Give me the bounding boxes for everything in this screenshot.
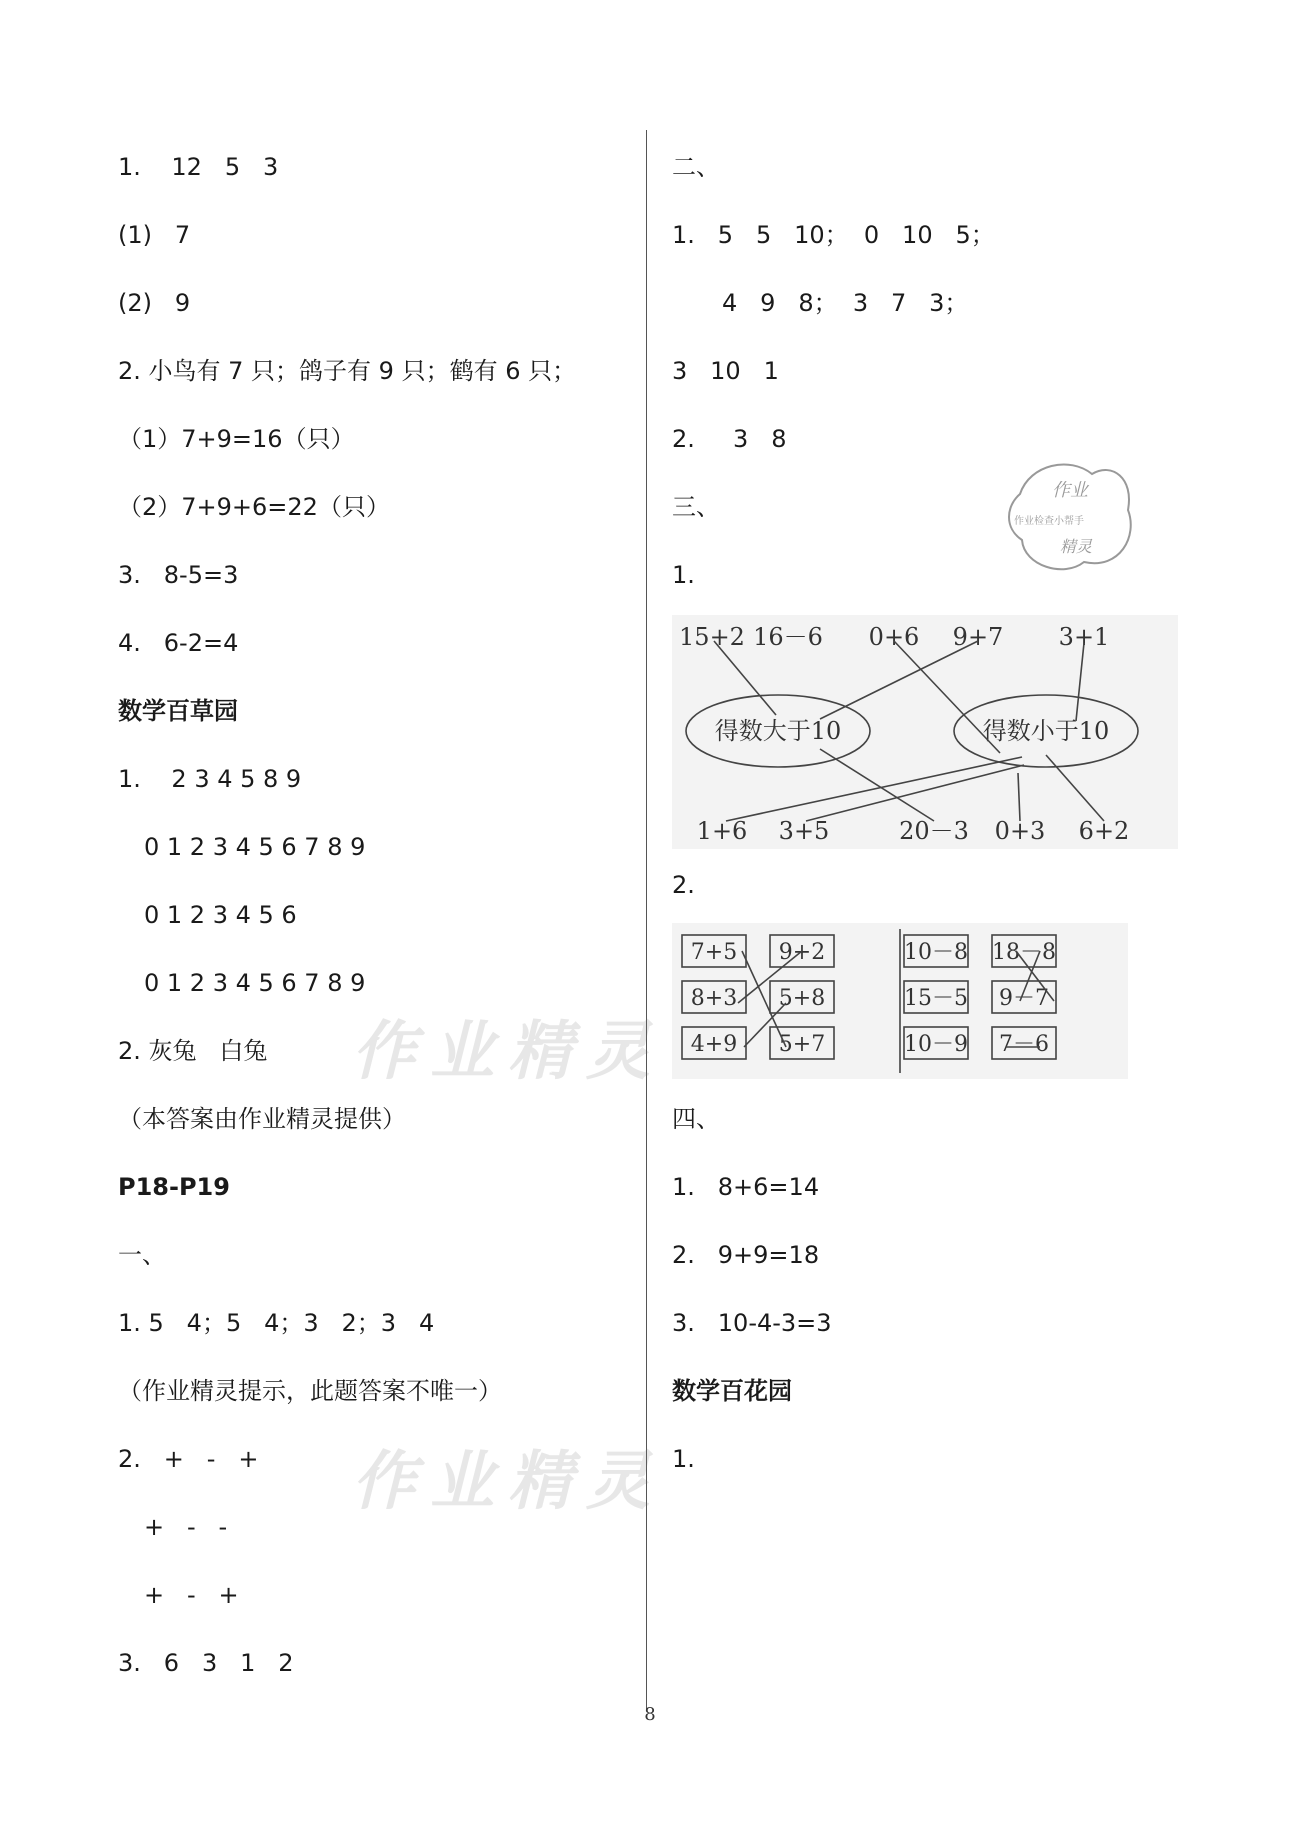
left-lines-line: 一、: [118, 1241, 166, 1269]
box-expression: 15－5: [904, 986, 968, 1011]
right-bottom-line: 四、: [672, 1105, 720, 1133]
ellipse-greater-label: 得数大于10: [714, 717, 842, 745]
left-lines-line: 1. 12 5 3: [118, 153, 279, 181]
matching-diagram-2: [672, 923, 1128, 1079]
left-lines-line: 0 1 2 3 4 5 6: [144, 901, 297, 929]
box-expression: 5+8: [778, 986, 826, 1011]
box-expression: 9+2: [778, 940, 826, 965]
watermark-1: 作业精灵: [352, 1014, 664, 1089]
left-lines-line: 1. 2 3 4 5 8 9: [118, 765, 302, 793]
right-bottom-line: 1.: [672, 1445, 695, 1473]
right-top-line: 2. 3 8: [672, 425, 787, 453]
box-expression: 9－7: [999, 986, 1049, 1011]
top-expression: 15+2: [679, 623, 745, 651]
left-lines-line: （本答案由作业精灵提供）: [118, 1105, 406, 1133]
left-lines-line: （作业精灵提示，此题答案不唯一）: [118, 1377, 502, 1405]
left-lines-line: （2）7+9+6=22（只）: [118, 493, 390, 521]
right-bottom-line: 1. 8+6=14: [672, 1173, 820, 1201]
stamp-top: 作业: [1052, 480, 1088, 501]
ellipse-less-label: 得数小于10: [982, 717, 1110, 745]
right-mid-section: [672, 863, 1272, 931]
left-lines-line: 1. 5 4；5 4；3 2；3 4: [118, 1309, 435, 1337]
top-expression: 16－6: [753, 623, 823, 651]
right-top-line: 二、: [672, 153, 720, 181]
bottom-expression: 3+5: [778, 817, 830, 845]
right-bottom-line: 数学百花园: [672, 1377, 792, 1405]
right-mid-line: 2.: [672, 871, 695, 899]
right-top-section: [672, 145, 1272, 621]
right-bottom-line: 2. 9+9=18: [672, 1241, 820, 1269]
left-lines-line: 4. 6-2=4: [118, 629, 239, 657]
left-lines-line: 0 1 2 3 4 5 6 7 8 9: [144, 833, 366, 861]
right-top-line: 三、: [672, 493, 720, 521]
left-lines-line: 3. 6 3 1 2: [118, 1649, 294, 1677]
bottom-expression: 20－3: [899, 817, 969, 845]
right-top-line: 1. 5 5 10； 0 10 5；: [672, 221, 995, 249]
left-lines-line: 2. 小鸟有 7 只；鸽子有 9 只；鹤有 6 只；: [118, 357, 577, 385]
box-expression: 10－8: [904, 940, 968, 965]
right-column: [672, 145, 1272, 1505]
bottom-expression: 6+2: [1078, 817, 1130, 845]
top-expression: 3+1: [1058, 623, 1110, 651]
matching-figure-2: [672, 923, 1128, 1079]
box-expression: 4+9: [690, 1032, 738, 1057]
watermark-2: 作业精灵: [352, 1444, 664, 1519]
box-expression: 7－6: [999, 1032, 1049, 1057]
right-top-line: 4 9 8； 3 7 3；: [722, 289, 969, 317]
top-expression: 9+7: [952, 623, 1004, 651]
right-top-line: 1.: [672, 561, 695, 589]
left-lines-line: 2. 灰兔 白兔: [118, 1037, 268, 1065]
left-lines-line: 3. 8-5=3: [118, 561, 239, 589]
bottom-expression: 0+3: [994, 817, 1046, 845]
matching-figure-1: [672, 615, 1178, 849]
right-bottom-section: [672, 1097, 1272, 1505]
left-lines-line: (1) 7: [118, 221, 191, 249]
page-number: 8: [644, 1704, 656, 1725]
box-expression: 7+5: [690, 940, 738, 965]
left-lines-line: (2) 9: [118, 289, 191, 317]
stamp-middle: 作业检查小帮手: [1014, 516, 1084, 527]
left-lines-line: 0 1 2 3 4 5 6 7 8 9: [144, 969, 366, 997]
box-expression: 10－9: [904, 1032, 968, 1057]
left-column: [118, 145, 638, 1709]
top-expression: 0+6: [868, 623, 920, 651]
left-lines-line: + - -: [144, 1513, 228, 1541]
left-lines-line: P18-P19: [118, 1173, 230, 1201]
left-lines-line: 2. + - +: [118, 1445, 259, 1473]
matching-diagram-1: [672, 615, 1178, 849]
right-bottom-line: 3. 10-4-3=3: [672, 1309, 832, 1337]
stamp-bottom: 精灵: [1060, 537, 1093, 556]
right-top-line: 3 10 1: [672, 357, 779, 385]
box-expression: 8+3: [690, 986, 738, 1011]
left-lines-line: 数学百草园: [118, 697, 238, 725]
left-lines-line: + - +: [144, 1581, 239, 1609]
box-expression: 18－8: [992, 940, 1056, 965]
stamp-logo: [1000, 458, 1136, 578]
bottom-expression: 1+6: [696, 817, 748, 845]
box-expression: 5+7: [778, 1032, 826, 1057]
left-lines-line: （1）7+9=16（只）: [118, 425, 355, 453]
